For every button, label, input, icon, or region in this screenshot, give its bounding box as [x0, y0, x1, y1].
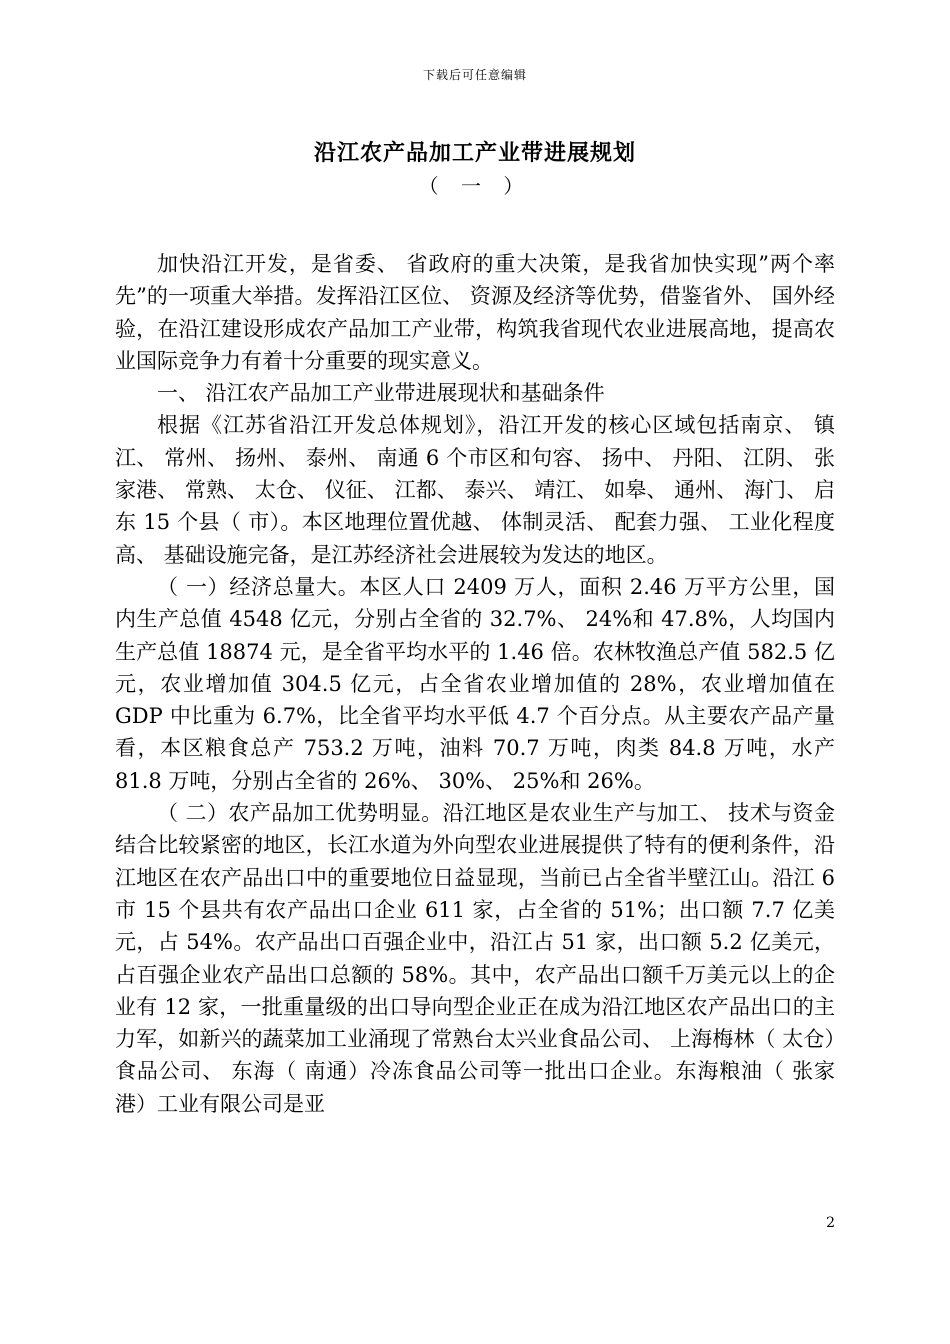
document-body: [115, 248, 835, 1120]
paragraph-region-scope: 根据《江苏省沿江开发总体规划》，沿江开发的核心区域包括南京、 镇江、 常州、 扬州、 泰州、 南通 6 个市区和句容、 扬中、 丹阳、 江阴、 张家港、 常熟、 太仓、 仪征、 江都、 泰兴、 靖江、 如皋、 通州、 海门、 启东 15 个县（ 市）。本区地理位置优越、 体制灵活、 配套力强、 工业化程度高、 基础设施完备，是江苏经济社会进展较为发达的地区。: [115, 413, 835, 567]
page-number: 2: [826, 1215, 835, 1231]
page-header-note: 下载后可任意编辑: [422, 68, 527, 82]
paragraph-processing: （ 二）农产品加工优势明显。沿江地区是农业生产与加工、 技术与资金结合比较紧密的地区，长江水道为外向型农业进展提供了特有的便利条件，沿江地区在农产品出口中的重要地位日益显现，当前已占全省半壁江山。沿江 6 市 15 个县共有农产品出口企业 611 家，占全省的 51%；出口额 7.7 亿美元，占 54%。农产品出口百强企业中，沿江占 51 家，出口额 5.2 亿美元，占百强企业农产品出口总额的 58%。其中，农产品出口额千万美元以上的企业有 12 家，一批重量级的出口导向型企业正在成为沿江地区农产品出口的主力军，如新兴的蔬菜加工业涌现了常熟台太兴业食品公司、 上海梅林（ 太仓）食品公司、 东海（ 南通）冷冻食品公司等一批出口企业。东海粮油（ 张家港）工业有限公司是亚: [115, 801, 835, 1116]
section-heading-1: 一、 沿江农产品加工产业带进展现状和基础条件: [157, 381, 605, 406]
paragraph-economy: （ 一）经济总量大。本区人口 2409 万人，面积 2.46 万平方公里，国内生产总值 4548 亿元，分别占全省的 32.7%、 24%和 47.8%，人均国内生产总值 18874 元，是全省平均水平的 1.46 倍。农林牧渔总产值 582.5 亿元，农业增加值 304.5 亿元，占全省农业增加值的 28%，农业增加值在 GDP 中比重为 6.7%，比全省平均水平低 4.7 个百分点。从主要农产品产量看，本区粮食总产 753.2 万吨，油料 70.7 万吨，肉类 84.8 万吨，水产 81.8 万吨，分别占全省的 26%、 30%、 25%和 26%。: [115, 574, 835, 793]
paragraph-intro: 加快沿江开发，是省委、 省政府的重大决策，是我省加快实现”两个率先”的一项重大举措。发挥沿江区位、 资源及经济等优势，借鉴省外、 国外经验，在沿江建设形成农产品加工产业带，构筑我省现代农业进展高地，提高农业国际竞争力有着十分重要的现实意义。: [115, 252, 835, 373]
document-subtitle: （ 一 ）: [418, 174, 532, 198]
document-title: 沿江农产品加工产业带进展规划: [313, 140, 636, 166]
